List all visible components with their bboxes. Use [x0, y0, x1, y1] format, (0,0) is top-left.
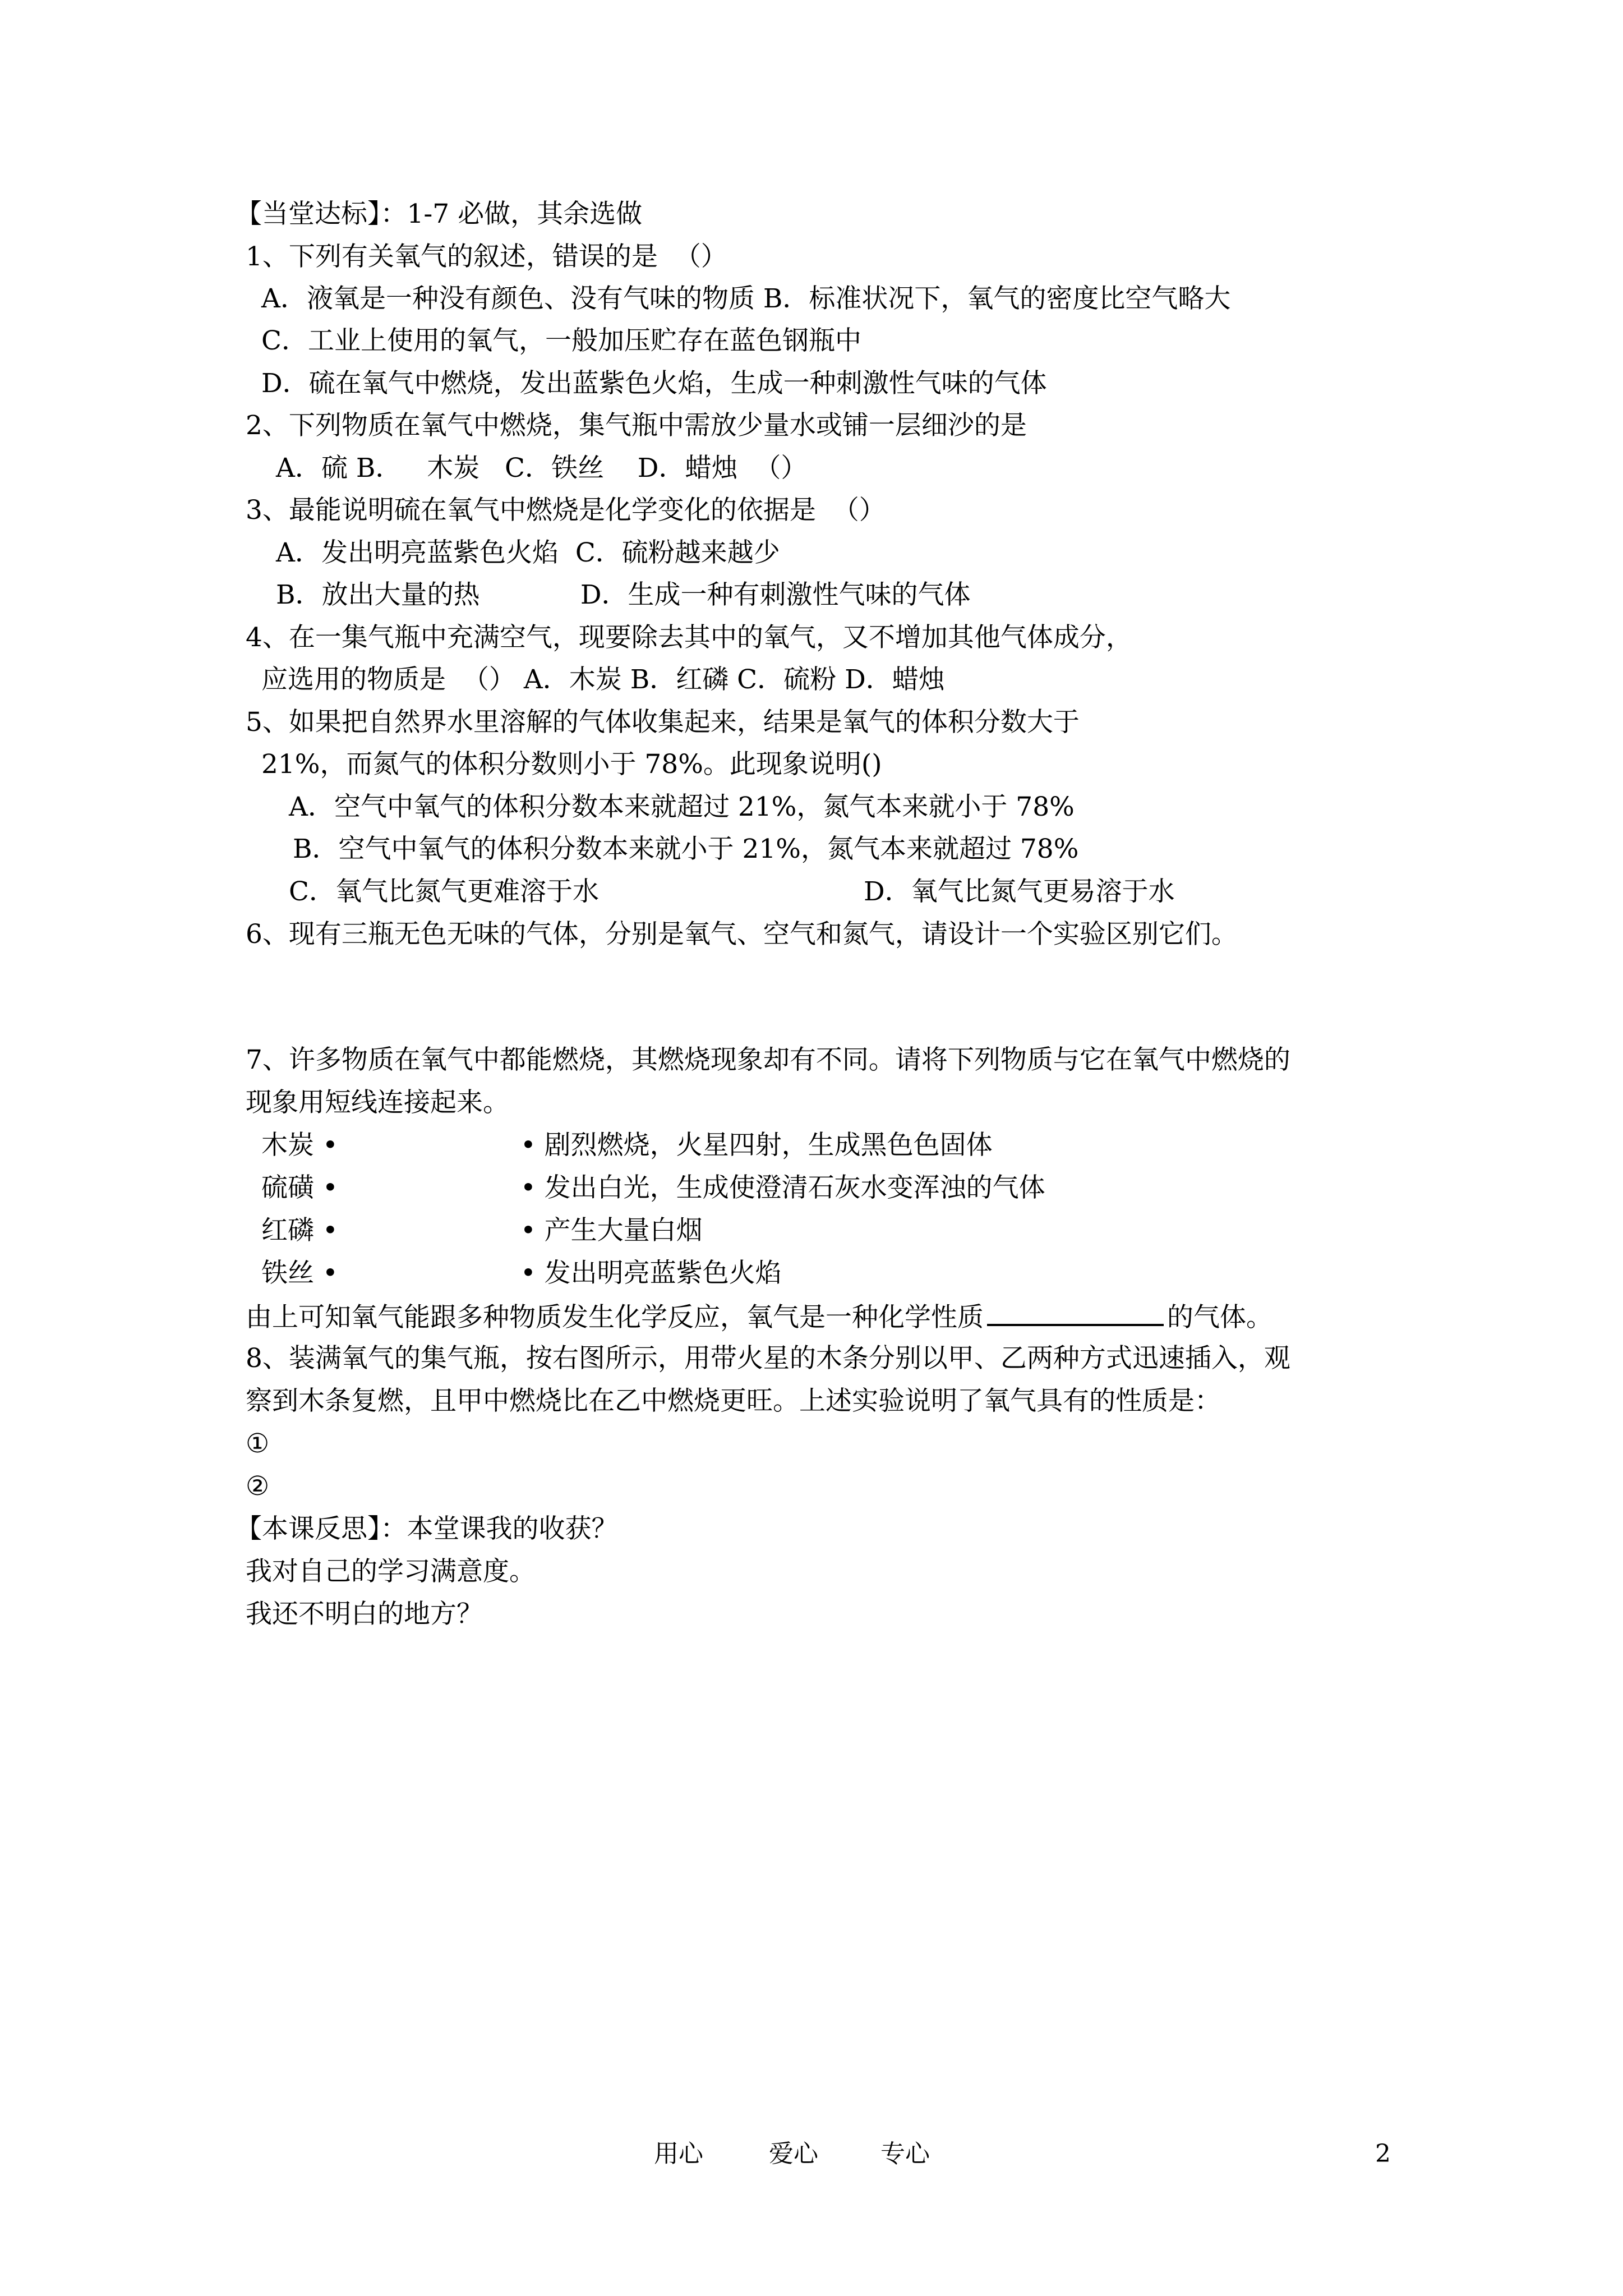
- q6-stem: 6、现有三瓶无色无味的气体，分别是氧气、空气和氮气，请设计一个实验区别它们。: [246, 919, 1238, 950]
- q2-options: A．硫 B． 木炭 C．铁丝 D．蜡烛 （）: [276, 453, 808, 484]
- q3-options-ac: A．发出明亮蓝紫色火焰 C．硫粉越来越少: [276, 537, 780, 568]
- q3-stem: 3、最能说明硫在氧气中燃烧是化学变化的依据是 （）: [246, 495, 886, 526]
- q1-option-d: D．硫在氧气中燃烧，发出蓝紫色火焰，生成一种刺激性气味的气体: [261, 368, 1047, 399]
- q7-phenomenon: • 发出白光，生成使澄清石灰水变浑浊的气体: [520, 1172, 1045, 1203]
- answer-blank[interactable]: [987, 1299, 1164, 1326]
- q7-substance: 硫磺 •: [261, 1172, 338, 1203]
- q1-option-c: C．工业上使用的氧气，一般加压贮存在蓝色钢瓶中: [261, 325, 861, 356]
- q5-option-a: A．空气中氧气的体积分数本来就超过 21%，氮气本来就小于 78%: [289, 792, 1075, 822]
- q4-stem: 4、在一集气瓶中充满空气，现要除去其中的氧气，又不增加其他气体成分，: [246, 622, 1132, 653]
- q1-options-ab: A．液氧是一种没有颜色、没有气味的物质 B．标准状况下，氧气的密度比空气略大: [261, 283, 1231, 314]
- q7-conclusion: [246, 1299, 1272, 1333]
- section-header: 【当堂达标】：1-7 必做，其余选做: [236, 199, 643, 229]
- q7-substance: 红磷 •: [261, 1215, 338, 1246]
- footer-word-1: 用心: [654, 2139, 703, 2168]
- q8-stem-line1: 8、装满氧气的集气瓶，按右图所示，用带火星的木条分别以甲、乙两种方式迅速插入，观: [246, 1343, 1290, 1374]
- q5-option-b: B．空气中氧气的体积分数本来就小于 21%，氮气本来就超过 78%: [293, 834, 1079, 864]
- q8-answer-2: ②: [246, 1471, 270, 1502]
- q5-continuation: 21%，而氮气的体积分数则小于 78%。此现象说明(): [261, 749, 882, 780]
- footer-word-3: 专心: [880, 2139, 930, 2168]
- page-number: 2: [1375, 2139, 1391, 2168]
- q8-answer-1: ①: [246, 1428, 270, 1459]
- reflection-header: 【本课反思】：本堂课我的收获？: [236, 1513, 618, 1544]
- reflection-questions: 我还不明白的地方？: [246, 1599, 483, 1630]
- q7-substance: 木炭 •: [261, 1130, 338, 1161]
- q1-stem: 1、下列有关氧气的叙述，错误的是 （）: [246, 241, 727, 272]
- q7-conclusion-end: 的气体。: [1167, 1302, 1272, 1333]
- q2-stem: 2、下列物质在氧气中燃烧，集气瓶中需放少量水或铺一层细沙的是: [246, 410, 1027, 441]
- q7-phenomenon: • 发出明亮蓝紫色火焰: [520, 1258, 782, 1289]
- q4-continuation: 应选用的物质是 （） A．木炭 B．红磷 C．硫粉 D．蜡烛: [261, 664, 945, 695]
- q8-stem-line2: 察到木条复燃，且甲中燃烧比在乙中燃烧更旺。上述实验说明了氧气具有的性质是：: [246, 1386, 1221, 1416]
- reflection-satisfaction: 我对自己的学习满意度。: [246, 1556, 536, 1587]
- q7-substance: 铁丝 •: [261, 1258, 338, 1289]
- q7-conclusion-text: 由上可知氧气能跟多种物质发生化学反应，氧气是一种化学性质: [246, 1302, 984, 1333]
- q5-option-d: D．氧气比氮气更易溶于水: [864, 876, 1175, 907]
- q7-stem-line2: 现象用短线连接起来。: [246, 1087, 509, 1118]
- q3-options-bd: B．放出大量的热 D．生成一种有刺激性气味的气体: [276, 579, 971, 610]
- footer-word-2: 爱心: [769, 2139, 818, 2168]
- q7-phenomenon: • 剧烈燃烧，火星四射，生成黑色色固体: [520, 1130, 993, 1161]
- q7-phenomenon: • 产生大量白烟: [520, 1215, 703, 1246]
- q5-stem: 5、如果把自然界水里溶解的气体收集起来，结果是氧气的体积分数大于: [246, 707, 1080, 738]
- q5-option-c: C．氧气比氮气更难溶于水: [289, 876, 599, 907]
- q7-stem-line1: 7、许多物质在氧气中都能燃烧，其燃烧现象却有不同。请将下列物质与它在氧气中燃烧的: [246, 1045, 1290, 1075]
